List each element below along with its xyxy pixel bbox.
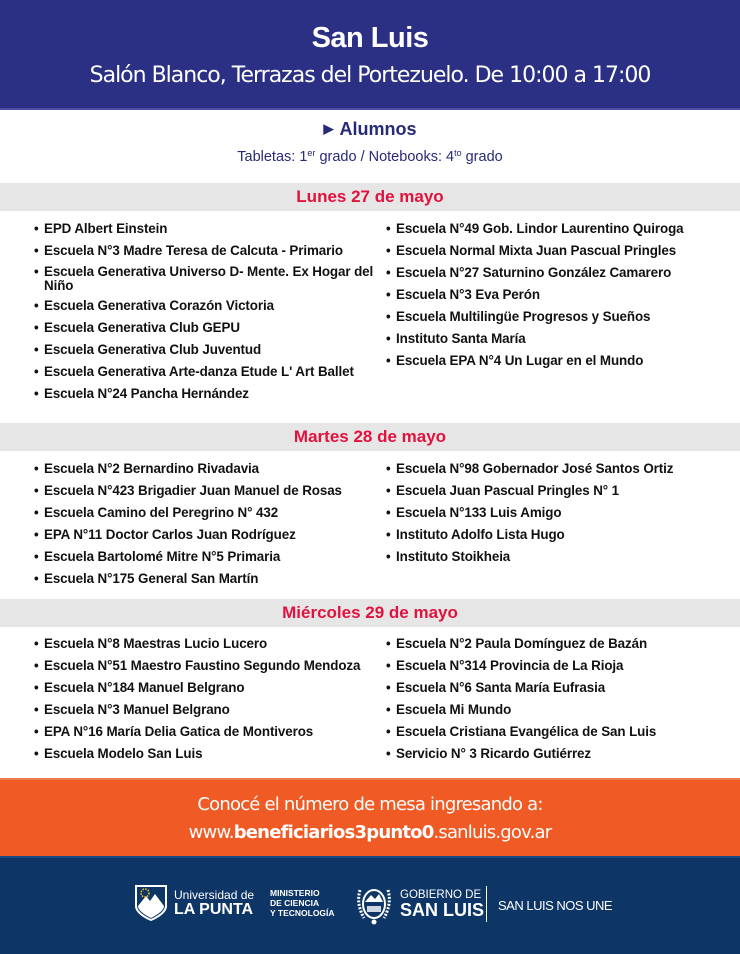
school-list-item: • Escuela N°27 Saturnino González Camarero: [386, 265, 726, 281]
day-header-martes: Martes 28 de mayo: [0, 423, 740, 451]
audience-section: [0, 118, 740, 165]
school-list-item: • Escuela N°8 Maestras Lucio Lucero: [34, 636, 384, 652]
ministerio-line: Y TECNOLOGÍA: [270, 908, 335, 918]
school-list-item: • Escuela Mi Mundo: [386, 702, 726, 718]
school-list-item: • Escuela Multilingüe Progresos y Sueños: [386, 309, 726, 325]
school-list-item: • EPA N°16 María Delia Gatica de Montiveros: [34, 724, 384, 740]
logo-divider: [486, 886, 487, 922]
ministerio-line: MINISTERIO: [270, 888, 320, 898]
school-list-item: • EPD Albert Einstein: [34, 221, 374, 237]
school-list-item: • Escuela N°2 Bernardino Rivadavia: [34, 461, 374, 477]
school-list-item: • Escuela N°133 Luis Amigo: [386, 505, 726, 521]
school-list-item: • Escuela Cristiana Evangélica de San Luis: [386, 724, 726, 740]
day-header-lunes: Lunes 27 de mayo: [0, 183, 740, 211]
school-list-item: • Instituto Adolfo Lista Hugo: [386, 527, 726, 543]
school-list-right: [386, 221, 726, 375]
day-header-miercoles: Miércoles 29 de mayo: [0, 599, 740, 627]
school-list-item: • Escuela Generativa Corazón Victoria: [34, 298, 374, 314]
school-list-item: • Escuela N°423 Brigadier Juan Manuel de Rosas: [34, 483, 374, 499]
cta-url-link[interactable]: [0, 822, 740, 843]
school-list-item: • Escuela N°49 Gob. Lindor Laurentino Quiroga: [386, 221, 726, 237]
school-list-item: • Escuela N°2 Paula Domínguez de Bazán: [386, 636, 726, 652]
gob-line2: SAN LUIS: [400, 900, 485, 920]
school-list-item: • Escuela N°3 Manuel Belgrano: [34, 702, 384, 718]
universidad-la-punta-logo: [134, 884, 254, 922]
school-list-left: [34, 461, 374, 593]
school-list-item: • Escuela N°3 Eva Perón: [386, 287, 726, 303]
play-triangle-icon: ▶: [323, 121, 334, 136]
gob-line1: GOBIERNO DE: [400, 889, 482, 901]
school-list-item: • Escuela N°184 Manuel Belgrano: [34, 680, 384, 696]
footer: [0, 856, 740, 954]
school-list-right: [386, 636, 726, 768]
school-list-item: • Escuela N°51 Maestro Faustino Segundo Mendoza: [34, 658, 384, 674]
event-location-time: Salón Blanco, Terrazas del Portezuelo. De 10:00 a 17:00: [89, 63, 651, 88]
coat-of-arms-icon: [354, 882, 394, 926]
grades-text: grado / Notebooks: 4: [315, 148, 455, 165]
school-list-left: [34, 221, 374, 408]
audience-label: Alumnos: [339, 118, 417, 139]
grades-info: [0, 148, 740, 165]
school-list-item: • Escuela Juan Pascual Pringles N° 1: [386, 483, 726, 499]
ordinal-sup: to: [454, 147, 462, 158]
url-suffix: .sanluis.gov.ar: [433, 822, 552, 843]
shield-mountain-icon: [134, 884, 168, 922]
url-prefix: www.: [188, 822, 234, 843]
cta-text: Conocé el número de mesa ingresando a:: [197, 794, 543, 815]
ministerio-logo: [270, 888, 335, 918]
school-list-item: • Escuela N°98 Gobernador José Santos Ortiz: [386, 461, 726, 477]
school-list-item: • Escuela N°24 Pancha Hernández: [34, 386, 374, 402]
school-list-item: • Escuela Generativa Universo D- Mente. Ex Hogar del Niño: [34, 265, 374, 293]
school-list-item: • Instituto Stoikheia: [386, 549, 726, 565]
upunta-line2: LA PUNTA: [174, 900, 254, 918]
school-list-item: • EPA N°11 Doctor Carlos Juan Rodríguez: [34, 527, 374, 543]
school-list-item: • Escuela Generativa Arte-danza Etude L' Art Ballet: [34, 364, 374, 380]
school-list-right: [386, 461, 726, 571]
school-list-left: [34, 636, 384, 768]
header-banner: [0, 0, 740, 110]
ordinal-sup: er: [307, 147, 316, 158]
grades-text: Tabletas: 1: [237, 148, 308, 165]
gobierno-san-luis-logo: [354, 882, 484, 926]
school-list-item: • Escuela Generativa Club Juventud: [34, 342, 374, 358]
ministerio-line: DE CIENCIA: [270, 898, 320, 908]
school-list-item: • Escuela Generativa Club GEPU: [34, 320, 374, 336]
school-list-item: • Escuela Normal Mixta Juan Pascual Pringles: [386, 243, 726, 259]
school-list-item: • Escuela N°314 Provincia de La Rioja: [386, 658, 726, 674]
school-list-item: • Servicio N° 3 Ricardo Gutiérrez: [386, 746, 726, 762]
school-list-item: • Escuela Bartolomé Mitre N°5 Primaria: [34, 549, 374, 565]
cta-banner: [0, 778, 740, 856]
page-title: San Luis: [311, 22, 429, 54]
upunta-line1: Universidad de: [174, 887, 255, 902]
school-list-item: • Escuela EPA N°4 Un Lugar en el Mundo: [386, 353, 726, 369]
school-list-item: • Escuela N°3 Madre Teresa de Calcuta - Primario: [34, 243, 374, 259]
url-domain: beneficiarios3punto0: [233, 822, 434, 843]
audience-heading: [323, 119, 416, 140]
school-list-item: • Escuela Modelo San Luis: [34, 746, 384, 762]
school-list-item: • Instituto Santa María: [386, 331, 726, 347]
school-list-item: • Escuela N°6 Santa María Eufrasia: [386, 680, 726, 696]
school-list-item: • Escuela N°175 General San Martín: [34, 571, 374, 587]
school-list-item: • Escuela Camino del Peregrino N° 432: [34, 505, 374, 521]
grades-text: grado: [461, 148, 503, 165]
slogan: SAN LUIS NOS UNE: [498, 898, 613, 913]
